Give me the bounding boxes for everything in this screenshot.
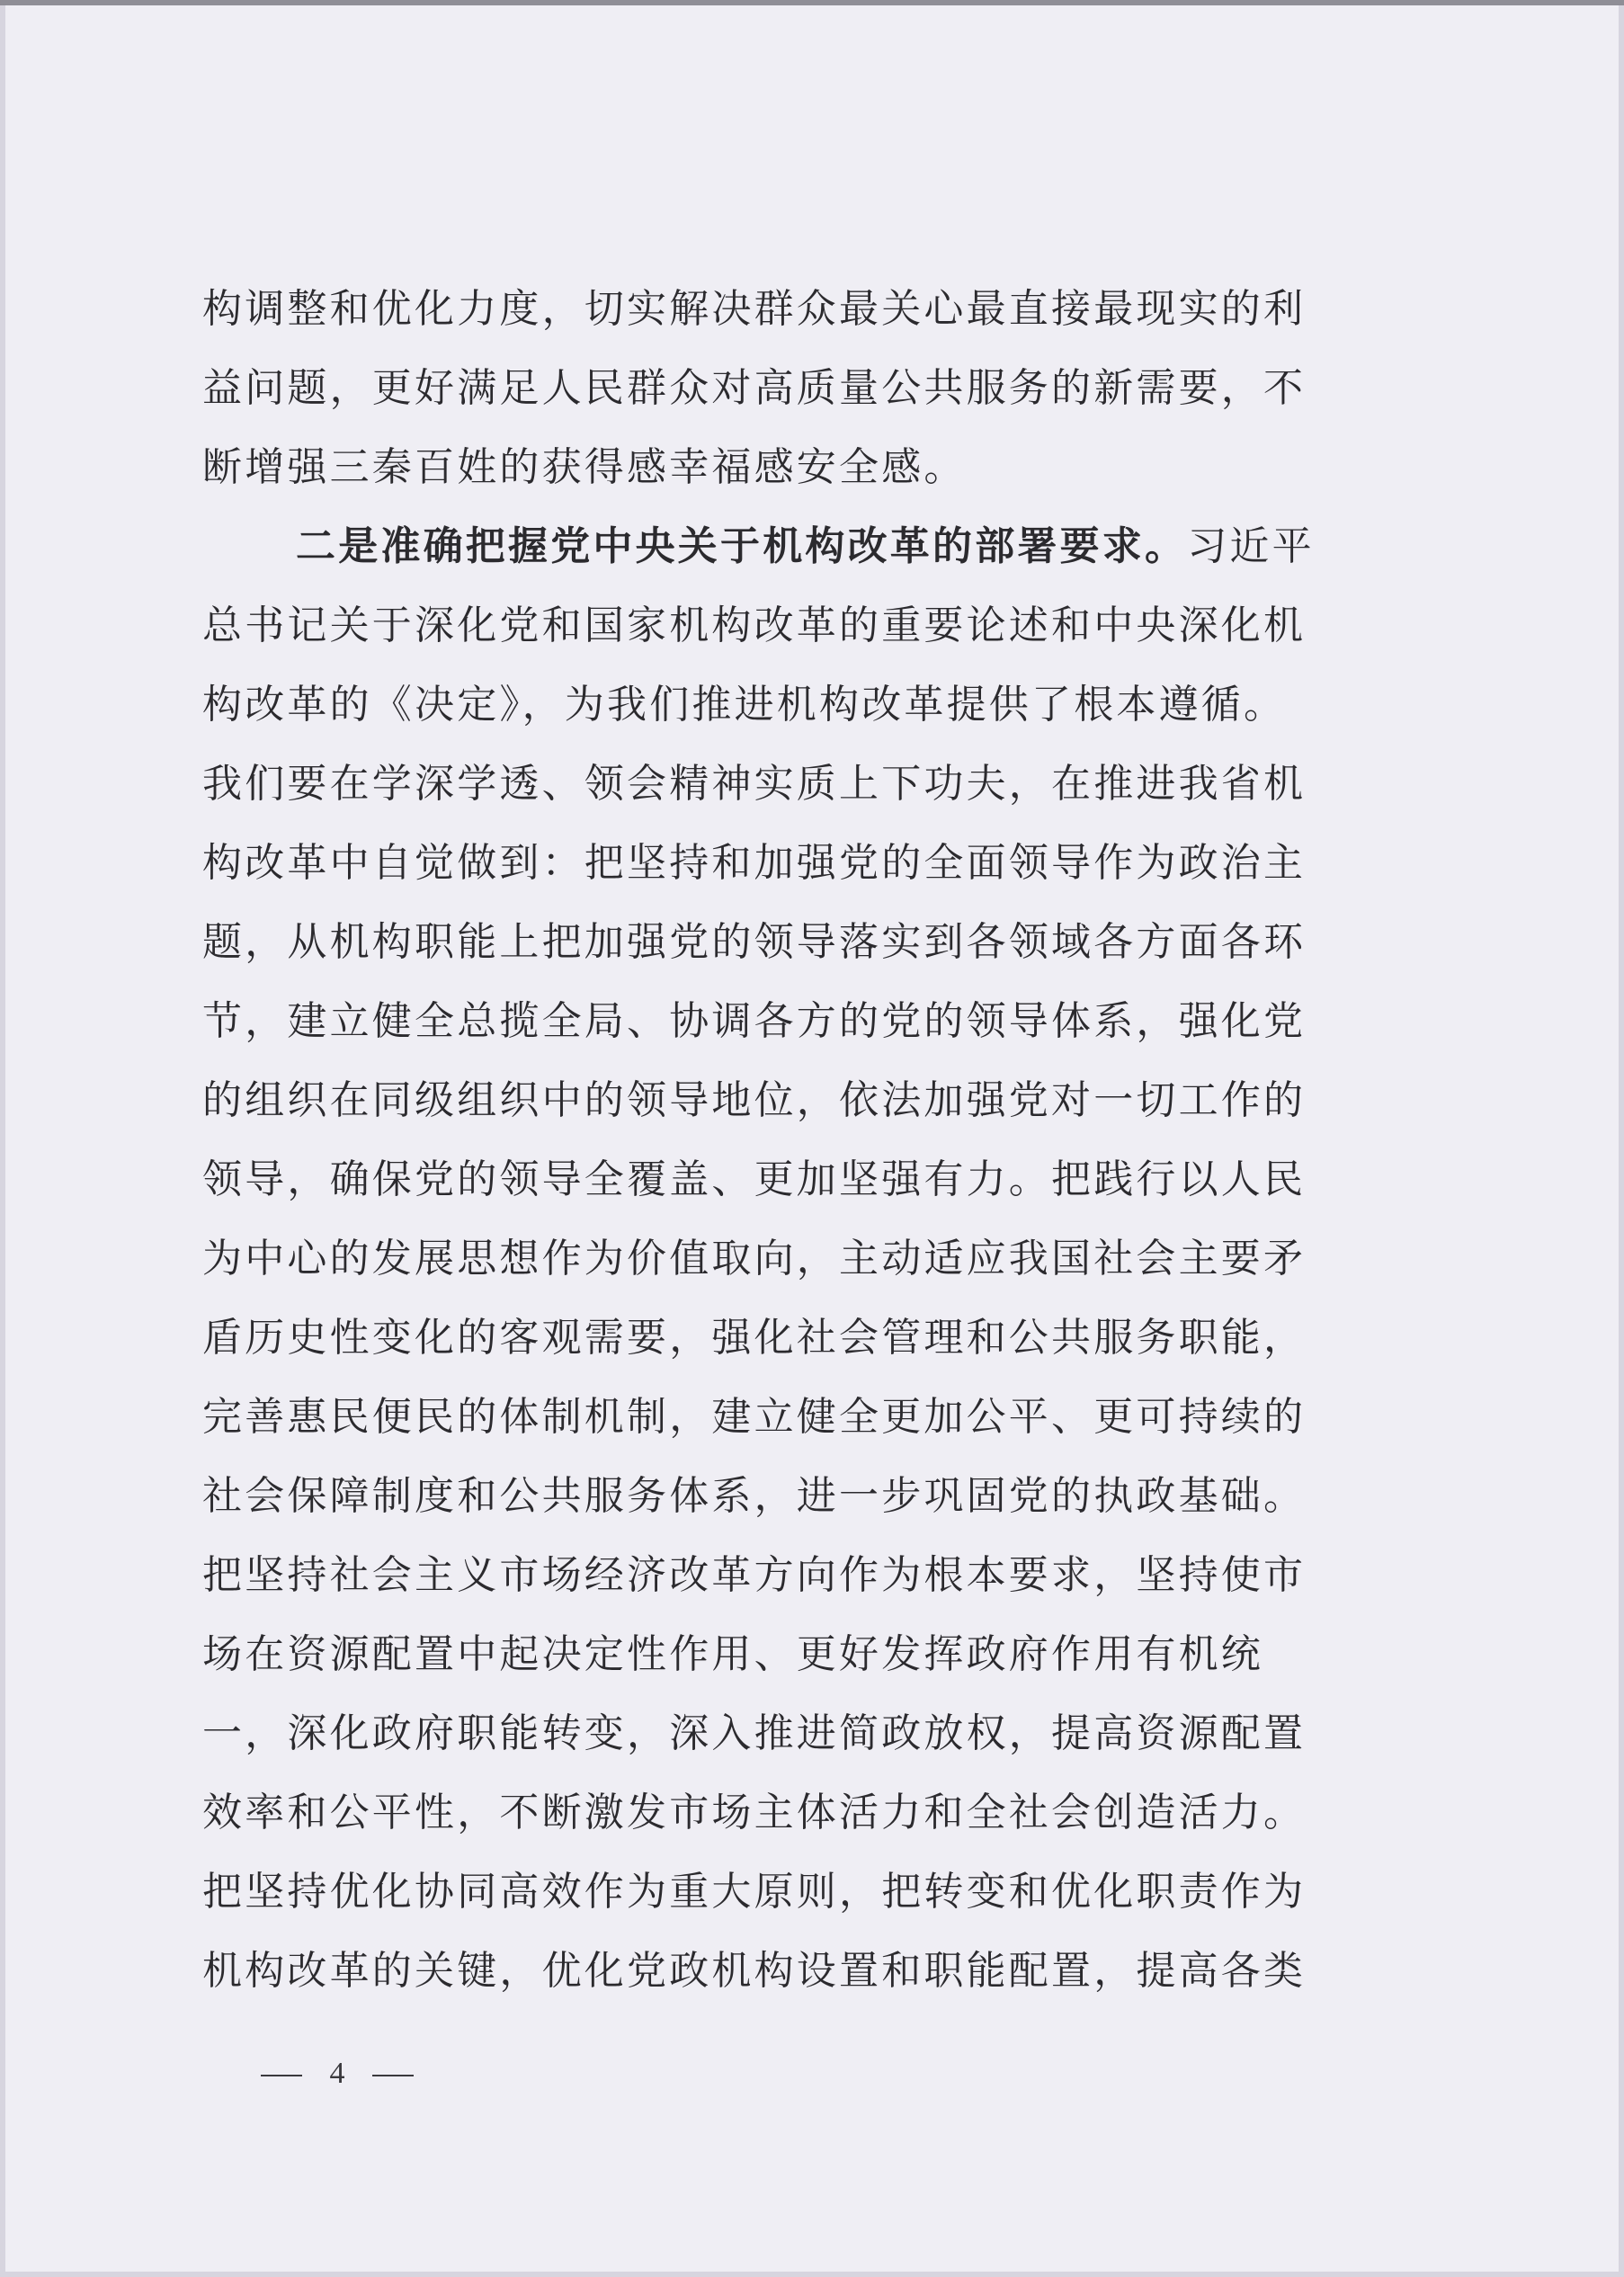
text-line: 把坚持优化协同高效作为重大原则，把转变和优化职责作为 [202, 1869, 1307, 1915]
text-line: 完善惠民便民的体制机制，建立健全更加公平、更可持续的 [202, 1394, 1307, 1440]
document-body [202, 270, 1425, 2011]
text-line: 我们要在学深学透、领会精神实质上下功夫，在推进我省机 [202, 761, 1307, 807]
text-line: 为中心的发展思想作为价值取向，主动适应我国社会主要矛 [202, 1236, 1307, 1281]
text-line: 盾历史性变化的客观需要，强化社会管理和公共服务职能， [202, 1315, 1307, 1361]
text-line: 题，从机构职能上把加强党的领导落实到各领域各方面各环 [202, 919, 1307, 965]
page-number: 4 [329, 2057, 345, 2090]
footer-left-dash [261, 2075, 302, 2076]
section-heading-continuation: 习近平 [1187, 523, 1315, 569]
text-line: 机构改革的关键，优化党政机构设置和职能配置，提高各类 [202, 1948, 1307, 1994]
text-line: 场在资源配置中起决定性作用、更好发挥政府作用有机统 [202, 1631, 1263, 1677]
text-line: 构改革中自觉做到：把坚持和加强党的全面领导作为政治主 [202, 840, 1307, 886]
text-line: 社会保障制度和公共服务体系，进一步巩固党的执政基础。 [202, 1473, 1307, 1519]
page-footer [261, 2049, 414, 2099]
text-line: 构改革的《决定》，为我们推进机构改革提供了根本遵循。 [202, 682, 1287, 728]
section-heading: 二是准确把握党中央关于机构改革的部署要求。 [296, 523, 1188, 569]
scan-top-edge [0, 0, 1624, 5]
text-line: 效率和公平性，不断激发市场主体活力和全社会创造活力。 [202, 1790, 1307, 1835]
text-line: 一，深化政府职能转变，深入推进简政放权，提高资源配置 [202, 1710, 1307, 1756]
text-line: 领导，确保党的领导全覆盖、更加坚强有力。把践行以人民 [202, 1156, 1307, 1202]
text-line: 的组织在同级组织中的领导地位，依法加强党对一切工作的 [202, 1077, 1307, 1123]
footer-right-dash [372, 2075, 414, 2076]
text-line: 断增强三秦百姓的获得感幸福感安全感。 [202, 444, 967, 490]
text-line: 构调整和优化力度，切实解决群众最关心最直接最现实的利 [202, 286, 1307, 332]
text-line: 把坚持社会主义市场经济改革方向作为根本要求，坚持使市 [202, 1552, 1307, 1598]
section-heading-line [202, 507, 1425, 586]
text-line: 益问题，更好满足人民群众对高质量公共服务的新需要，不 [202, 365, 1307, 411]
text-line: 节，建立健全总揽全局、协调各方的党的领导体系，强化党 [202, 998, 1307, 1044]
text-line: 总书记关于深化党和国家机构改革的重要论述和中央深化机 [202, 603, 1307, 648]
